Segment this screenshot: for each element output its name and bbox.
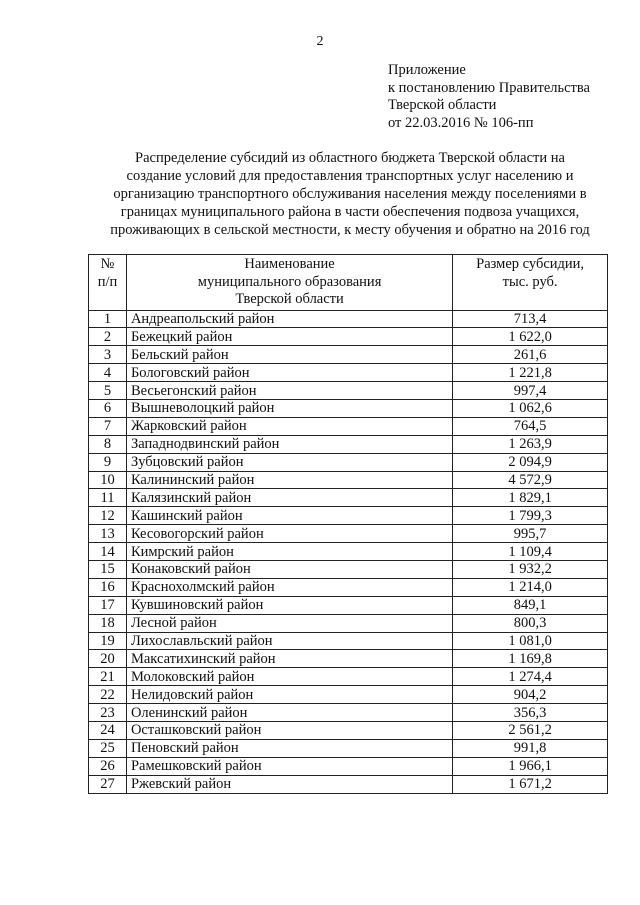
appendix-line: Приложение <box>388 62 466 78</box>
cell-num: 5 <box>89 382 127 400</box>
cell-amount: 1 062,6 <box>453 399 608 417</box>
table-row <box>89 382 608 400</box>
cell-amount: 2 094,9 <box>453 453 608 471</box>
cell-name: Оленинский район <box>126 704 452 722</box>
cell-num: 6 <box>89 399 127 417</box>
cell-amount: 849,1 <box>453 596 608 614</box>
appendix-line: Тверской области <box>388 97 497 113</box>
title-line: организацию транспортного обслуживания населения между поселениями в <box>113 186 587 202</box>
cell-amount: 261,6 <box>453 346 608 364</box>
table-row <box>89 578 608 596</box>
table-row <box>89 364 608 382</box>
table-row <box>89 739 608 757</box>
cell-amount: 997,4 <box>453 382 608 400</box>
cell-amount: 1 169,8 <box>453 650 608 668</box>
table-row <box>89 775 608 793</box>
cell-amount: 1 932,2 <box>453 560 608 578</box>
table-row <box>89 453 608 471</box>
cell-amount: 1 966,1 <box>453 757 608 775</box>
page-number: 2 <box>316 34 324 49</box>
header-name-line: муниципального образования <box>197 273 382 290</box>
header-amount-line: тыс. руб. <box>502 273 558 290</box>
table-row <box>89 310 608 328</box>
cell-amount: 1 622,0 <box>453 328 608 346</box>
cell-amount: 1 081,0 <box>453 632 608 650</box>
header-amount-line: Размер субсидии, <box>476 256 585 272</box>
table-row <box>89 543 608 561</box>
cell-name: Нелидовский район <box>126 686 452 704</box>
cell-num: 20 <box>89 650 127 668</box>
table-row <box>89 525 608 543</box>
cell-num: 3 <box>89 346 127 364</box>
cell-amount: 1 274,4 <box>453 668 608 686</box>
cell-num: 27 <box>89 775 127 793</box>
cell-name: Жарковский район <box>126 417 452 435</box>
table-row <box>89 686 608 704</box>
cell-num: 15 <box>89 560 127 578</box>
cell-name: Пеновский район <box>126 739 452 757</box>
cell-name: Андреапольский район <box>126 310 452 328</box>
cell-amount: 4 572,9 <box>453 471 608 489</box>
cell-amount: 1 109,4 <box>453 543 608 561</box>
cell-name: Кашинский район <box>126 507 452 525</box>
cell-name: Ржевский район <box>126 775 452 793</box>
table-row <box>89 489 608 507</box>
header-num-line: п/п <box>97 273 118 290</box>
header-name-line: Тверской области <box>235 291 344 307</box>
cell-name: Максатихинский район <box>126 650 452 668</box>
cell-amount: 1 671,2 <box>453 775 608 793</box>
cell-num: 4 <box>89 364 127 382</box>
cell-num: 25 <box>89 739 127 757</box>
cell-amount: 1 221,8 <box>453 364 608 382</box>
cell-amount: 713,4 <box>453 310 608 328</box>
appendix-block <box>388 62 590 132</box>
header-name-line: Наименование <box>244 256 335 272</box>
cell-amount: 1 263,9 <box>453 435 608 453</box>
cell-name: Лихославльский район <box>126 632 452 650</box>
cell-amount: 764,5 <box>453 417 608 435</box>
cell-amount: 800,3 <box>453 614 608 632</box>
cell-amount: 991,8 <box>453 739 608 757</box>
cell-amount: 995,7 <box>453 525 608 543</box>
cell-name: Вышневолоцкий район <box>126 399 452 417</box>
cell-name: Зубцовский район <box>126 453 452 471</box>
cell-amount: 1 829,1 <box>453 489 608 507</box>
cell-name: Лесной район <box>126 614 452 632</box>
cell-name: Краснохолмский район <box>126 578 452 596</box>
title-line: Распределение субсидий из областного бюджета Тверской области на <box>135 150 565 166</box>
cell-name: Осташковский район <box>126 721 452 739</box>
title-line: проживающих в сельской местности, к месту обучения и обратно на 2016 год <box>110 222 590 238</box>
table-row <box>89 650 608 668</box>
table-row <box>89 668 608 686</box>
cell-num: 23 <box>89 704 127 722</box>
cell-name: Рамешковский район <box>126 757 452 775</box>
header-num <box>89 255 127 311</box>
cell-num: 18 <box>89 614 127 632</box>
cell-name: Западнодвинский район <box>126 435 452 453</box>
cell-num: 19 <box>89 632 127 650</box>
cell-name: Калязинский район <box>126 489 452 507</box>
cell-num: 24 <box>89 721 127 739</box>
table-header-row <box>89 255 608 311</box>
cell-num: 16 <box>89 578 127 596</box>
cell-num: 10 <box>89 471 127 489</box>
table-row <box>89 614 608 632</box>
cell-num: 22 <box>89 686 127 704</box>
cell-name: Конаковский район <box>126 560 452 578</box>
table-row <box>89 417 608 435</box>
header-num-line: № <box>100 256 115 272</box>
title-line: границах муниципального района в части обеспечения подвоза учащихся, <box>120 204 580 220</box>
cell-name: Молоковский район <box>126 668 452 686</box>
table-row <box>89 346 608 364</box>
table-row <box>89 632 608 650</box>
cell-name: Калининский район <box>126 471 452 489</box>
cell-num: 21 <box>89 668 127 686</box>
cell-num: 13 <box>89 525 127 543</box>
cell-name: Кесовогорский район <box>126 525 452 543</box>
cell-amount: 904,2 <box>453 686 608 704</box>
cell-num: 8 <box>89 435 127 453</box>
cell-num: 9 <box>89 453 127 471</box>
cell-amount: 1 214,0 <box>453 578 608 596</box>
cell-num: 12 <box>89 507 127 525</box>
table-row <box>89 596 608 614</box>
cell-amount: 2 561,2 <box>453 721 608 739</box>
appendix-line: от 22.03.2016 № 106-пп <box>388 114 534 131</box>
header-name <box>126 255 452 311</box>
cell-name: Бельский район <box>126 346 452 364</box>
table-row <box>89 435 608 453</box>
table-row <box>89 704 608 722</box>
cell-name: Бежецкий район <box>126 328 452 346</box>
title-line: создание условий для предоставления транспортных услуг населению и <box>126 168 574 184</box>
table-row <box>89 560 608 578</box>
cell-num: 14 <box>89 543 127 561</box>
table-row <box>89 471 608 489</box>
header-amount <box>453 255 608 311</box>
cell-num: 26 <box>89 757 127 775</box>
table-row <box>89 399 608 417</box>
cell-name: Бологовский район <box>126 364 452 382</box>
cell-amount: 356,3 <box>453 704 608 722</box>
subsidy-table <box>88 254 608 794</box>
cell-num: 2 <box>89 328 127 346</box>
cell-amount: 1 799,3 <box>453 507 608 525</box>
document-title <box>60 149 640 239</box>
table-row <box>89 507 608 525</box>
table-row <box>89 721 608 739</box>
appendix-line: к постановлению Правительства <box>388 79 590 96</box>
table-row <box>89 757 608 775</box>
cell-num: 1 <box>89 310 127 328</box>
cell-num: 11 <box>89 489 127 507</box>
cell-name: Кимрский район <box>126 543 452 561</box>
cell-num: 7 <box>89 417 127 435</box>
cell-num: 17 <box>89 596 127 614</box>
cell-name: Кувшиновский район <box>126 596 452 614</box>
table-row <box>89 328 608 346</box>
cell-name: Весьегонский район <box>126 382 452 400</box>
